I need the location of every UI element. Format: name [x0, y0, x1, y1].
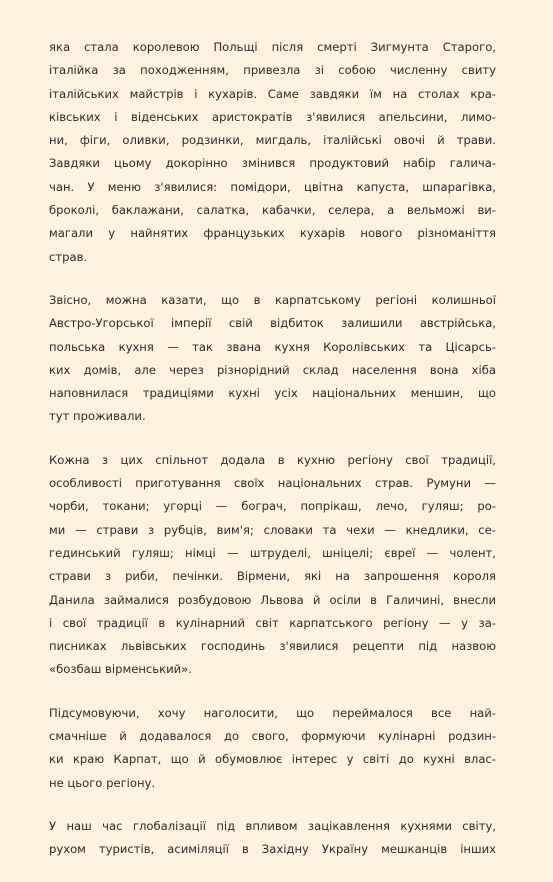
- text-line: ківських і віденських аристократів з'явилися апельсини, лимо-: [49, 109, 496, 124]
- text-line: ких домів, але через різнорідний склад населення вона хіба: [49, 362, 496, 377]
- text-line: Данила займалися розбудовою Львова й осіли в Галичині, внесли: [49, 592, 496, 607]
- text-line: Кожна з цих спільнот додала в кухню регіону свої традиції,: [49, 452, 496, 467]
- text-line: рухом туристів, асиміляції в Західну Україну мешканців інших: [49, 842, 496, 857]
- text-line: італійських майстрів і кухарів. Саме завдяки їм на столах кра-: [49, 86, 496, 101]
- text-line: ми — страви з рубців, вим'я; словаки та чехи — кнедлики, се-: [49, 522, 496, 537]
- text-line: наповнилася традиціями кухні усіх національних меншин, що: [49, 386, 496, 401]
- text-line: Завдяки цьому докорінно змінився продуктовий набір галича-: [49, 156, 496, 171]
- text-line: ни, фіги, оливки, родзинки, мигдаль, італійські овочі й трави.: [49, 133, 496, 148]
- text-line: писниках львівських господинь з'явилися рецепти під назвою: [49, 639, 496, 654]
- paragraph-5: [49, 815, 496, 862]
- paragraph-2: [49, 289, 496, 429]
- text-line: смачніше й додавалося до свого, формуючи кулінарні родзин-: [49, 729, 496, 744]
- text-line: Звісно, можна казати, що в карпатському регіоні колишньої: [49, 292, 496, 307]
- text-line: броколі, баклажани, салатка, кабачки, селера, а вельможі ви-: [49, 203, 496, 218]
- text-line: чан. У меню з'явилися: помідори, цвітна капуста, шпарагівка,: [49, 179, 496, 194]
- text-line: особливості приготування своїх національних страв. Румуни —: [49, 476, 496, 491]
- text-column: [49, 36, 496, 882]
- text-line: чорби, токани; угорці — бограч, попрікаш, лечо, гуляш; ро-: [49, 499, 496, 514]
- paragraph-3: [49, 449, 496, 682]
- paragraph-4: [49, 702, 496, 795]
- text-line: італійка за походженням, привезла зі собою численну свиту: [49, 63, 496, 78]
- text-line: ки краю Карпат, що й обумовлює інтерес у світі до кухні влас-: [49, 752, 496, 767]
- text-line: тут проживали.: [49, 409, 146, 424]
- text-line: У наш час глобалізації під впливом зацікавлення кухнями світу,: [49, 818, 496, 833]
- text-line: і свої традиції в кулінарний світ карпатського регіону — у за-: [49, 615, 496, 630]
- text-line: «бозбаш вірменський».: [49, 662, 192, 677]
- text-line: яка стала королевою Польщі після смерті Зигмунта Старого,: [49, 40, 496, 54]
- text-line: не цього регіону.: [49, 775, 156, 790]
- text-line: польська кухня — так звана кухня Королівських та Цісарсь-: [49, 339, 496, 354]
- paragraph-1: [49, 36, 496, 269]
- text-line: магали у найнятих французьких кухарів нового різноманіття: [49, 226, 496, 241]
- text-line: гединський гуляш; німці — штруделі, шніцелі; євреї — чолент,: [49, 545, 496, 560]
- text-line: страв.: [49, 249, 88, 264]
- text-line: Австро-Угорської імперії свій відбиток залишили австрійська,: [49, 316, 496, 331]
- text-line: страви з риби, печінки. Вірмени, які на запрошення короля: [49, 569, 496, 584]
- text-line: Підсумовуючи, хочу наголосити, що переймалося все най-: [49, 705, 496, 720]
